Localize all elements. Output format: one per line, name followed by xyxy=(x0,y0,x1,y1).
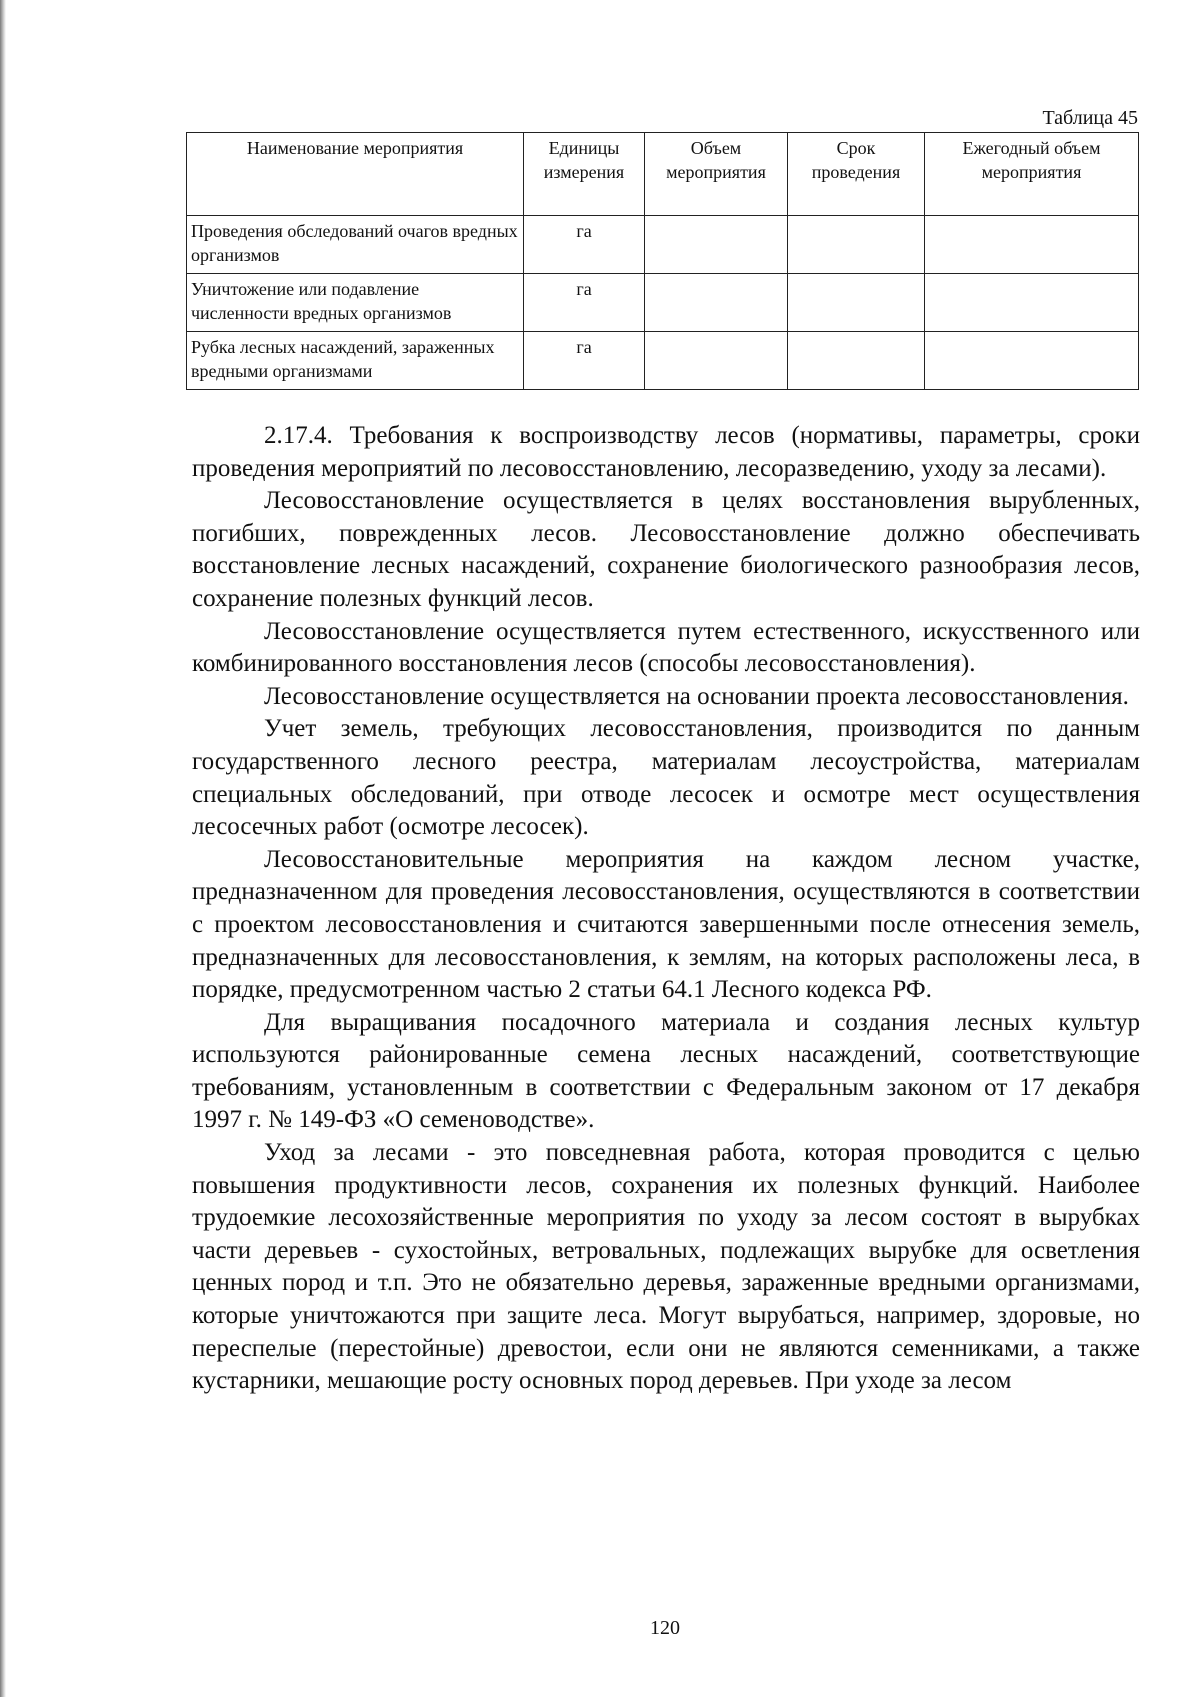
paragraph: Лесовосстановительные мероприятия на каждом лесном участке, предназначенном для проведения лесовосстановления, осуществляются в соответствии с проектом лесовосстановления и считаются завершенными после отнесения земель, предназначенных для лесовосстановления, к землям, на которых расположены леса, в порядке, предусмотренном частью 2 статьи 64.1 Лесного кодекса РФ. xyxy=(192,845,1140,1004)
paragraph: Лесовосстановление осуществляется путем естественного, искусственного или комбинированного восстановления лесов (способы лесовосстановления). xyxy=(192,617,1140,678)
scan-edge-shadow xyxy=(0,0,6,1697)
body-text xyxy=(192,420,1140,1398)
measures-table xyxy=(186,132,1139,390)
row-volume xyxy=(645,332,788,390)
row-annual-volume xyxy=(925,274,1139,332)
paragraph: Лесовосстановление осуществляется в целях восстановления вырубленных, погибших, поврежденных лесов. Лесовосстановление должно обеспечивать восстановление лесных насаждений, сохранение биологического разнообразия лесов, сохранение полезных функций лесов. xyxy=(192,487,1140,612)
row-volume xyxy=(645,216,788,274)
table-header-row xyxy=(187,133,1139,216)
page-number: 120 xyxy=(650,1617,680,1639)
row-volume xyxy=(645,274,788,332)
row-period xyxy=(788,332,925,390)
paragraph: Для выращивания посадочного материала и создания лесных культур используются районированные семена лесных насаждений, соответствующие требованиям, установленным в соответствии с Федеральным законом от 17 декабря 1997 г. № 149-ФЗ «О семеноводстве». xyxy=(192,1008,1140,1134)
section-heading-paragraph: 2.17.4. Требования к воспроизводству лесов (нормативы, параметры, сроки проведения мероприятий по лесовосстановлению, лесоразведению, уходу за лесами). xyxy=(192,422,1140,482)
row-period xyxy=(788,216,925,274)
paragraph: Учет земель, требующих лесовосстановления, производится по данным государственного лесного реестра, материалам лесоустройства, материалам специальных обследований, при отводе лесосек и осмотре мест осуществления лесосечных работ (осмотре лесосек). xyxy=(192,715,1140,841)
row-measure-name: Проведения обследований очагов вредных организмов xyxy=(187,216,524,274)
row-annual-volume xyxy=(925,216,1139,274)
table-container xyxy=(186,132,1138,390)
table-row xyxy=(187,216,1139,274)
paragraph: Уход за лесами - это повседневная работа, которая проводится с целью повышения продуктивности лесов, сохранения их полезных функций. Наиболее трудоемкие лесохозяйственные мероприятия по уходу за лесом состоят в вырубках части деревьев - сухостойных, ветровальных, подлежащих вырубке для осветления ценных пород и т.п. Это не обязательно деревья, зараженные вредными организмами, которые уничтожаются при защите леса. Могут вырубаться, например, здоровые, но переспелые (перестойные) древостои, если они не являются семенниками, а также кустарники, мешающие росту основных пород деревьев. При уходе за лесом xyxy=(192,1139,1140,1395)
header-volume: Объем мероприятия xyxy=(645,133,788,216)
table-row xyxy=(187,274,1139,332)
row-unit: га xyxy=(524,332,645,390)
row-unit: га xyxy=(524,274,645,332)
header-period: Срок проведения xyxy=(788,133,925,216)
header-units: Единицы измерения xyxy=(524,133,645,216)
row-period xyxy=(788,274,925,332)
row-measure-name: Уничтожение или подавление численности вредных организмов xyxy=(187,274,524,332)
header-annual-volume: Ежегодный объем мероприятия xyxy=(925,133,1139,216)
table-caption: Таблица 45 xyxy=(1042,107,1138,129)
row-annual-volume xyxy=(925,332,1139,390)
row-unit: га xyxy=(524,216,645,274)
header-measure-name: Наименование мероприятия xyxy=(187,133,524,216)
paragraph: Лесовосстановление осуществляется на основании проекта лесовосстановления. xyxy=(264,682,1129,710)
row-measure-name: Рубка лесных насаждений, зараженных вредными организмами xyxy=(187,332,524,390)
table-row xyxy=(187,332,1139,390)
